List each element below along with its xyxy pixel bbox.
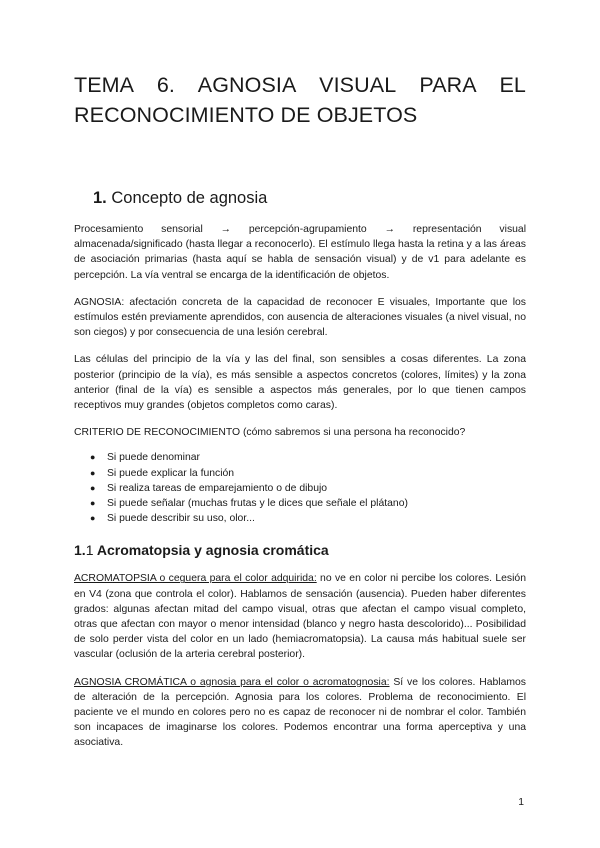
list-item: ● Si realiza tareas de emparejamiento o de dibujo <box>74 481 526 496</box>
section-heading <box>93 188 526 208</box>
bullet-icon: ● <box>90 498 96 509</box>
paragraph-agnosia-definition: AGNOSIA: afectación concreta de la capacidad de reconocer E visuales, Importante que los estímulos estén previamente aprendidos, con ausencia de alteraciones visuales (a nivel visual, no son ciegos) y por consecuencia de una lesión cerebral. <box>74 296 526 339</box>
page-number: 1 <box>518 797 524 808</box>
list-item: ● Si puede señalar (muchas frutas y le dices que señale el plátano) <box>74 496 526 511</box>
list-item: ● Si puede explicar la función <box>74 466 526 481</box>
term-acromatopsia: ACROMATOPSIA o ceguera para el color adquirida: <box>74 573 317 585</box>
criteria-list <box>74 450 526 526</box>
document-page <box>74 70 526 751</box>
paragraph-processing: Procesamiento sensorial → percepción-agrupamiento → representación visual almacenada/significado (hasta llegar a reconocerlo). El estímulo llega hasta la retina y a las áreas de asociación primarias (hasta aquí se habla de sensación visual) y de v1 para adelante es percepción. La vía ventral se encarga de la identificación de objetos. <box>74 224 526 281</box>
section-number: 1. <box>93 189 107 207</box>
list-item: ● Si puede describir su uso, olor... <box>74 511 526 526</box>
bullet-icon: ● <box>90 452 96 463</box>
paragraph-agnosia-cromatica: AGNOSIA CROMÁTICA o agnosia para el color o acromatognosia: Sí ve los colores. Hablamos de alteración de la percepción. Agnosia para los colores. Problema de reconocimiento. El paciente ve el mundo en colores pero no es capaz de reconocer ni de nombrar el color. También son incapaces de imaginarse los colores. Podemos encontrar una forma aperceptiva y una asociativa. <box>74 676 526 749</box>
bullet-icon: ● <box>90 482 96 493</box>
paragraph-acromatopsia: ACROMATOPSIA o ceguera para el color adquirida: no ve en color ni percibe los colores. Lesión en V4 (zona que controla el color). Hablamos de sensación (ausencia). Pueden haber diferentes grados: algunas afectan mitad del campo visual, otras que afectan el campo visual completo, otras que afectan con mayor o menor intensidad (blanco y negro hasta descolorido)... Posibilidad de solo perder vista del color en un lado (hemiacromatopsia). La causa más habitual suele ser vascular (oclusión de la arteria cerebral posterior). <box>74 573 526 661</box>
section-title: Concepto de agnosia <box>111 189 268 207</box>
subsection-title: Acromatopsia y agnosia cromática <box>96 542 329 559</box>
paragraph-criteria-intro: CRITERIO DE RECONOCIMIENTO (cómo sabremos si una persona ha reconocido? <box>74 427 466 439</box>
document-title: TEMA 6. AGNOSIA VISUAL PARA EL RECONOCIMIENTO DE OBJETOS <box>74 73 526 127</box>
subsection-number: 1.1 <box>74 542 94 559</box>
paragraph-visual-pathway: Las células del principio de la vía y las del final, son sensibles a cosas diferentes. La zona posterior (principio de la vía), es más sensible a aspectos concretos (colores, límites) y la zona anterior (final de la vía) es sensible a aspectos más generales, por lo que tienen campos receptivos muy grandes (objetos completos como caras). <box>74 354 526 412</box>
bullet-icon: ● <box>90 513 96 524</box>
bullet-icon: ● <box>90 467 96 478</box>
list-item: ● Si puede denominar <box>74 450 526 465</box>
subsection-heading <box>74 540 526 560</box>
term-agnosia-cromatica: AGNOSIA CROMÁTICA o agnosia para el color o acromatognosia: <box>74 676 390 688</box>
